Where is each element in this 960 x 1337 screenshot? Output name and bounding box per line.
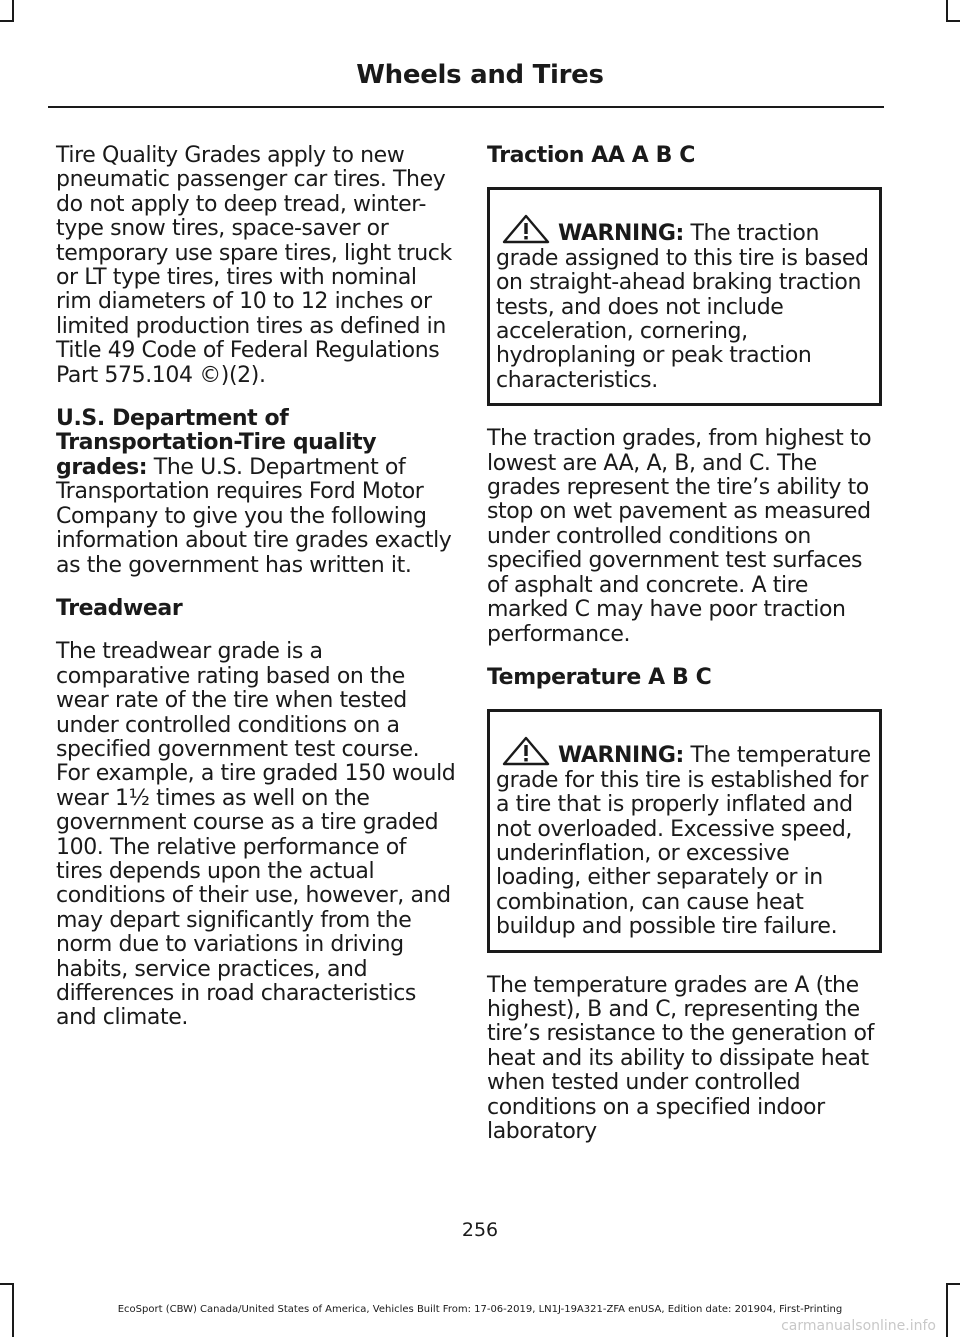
warning-label: WARNING: — [558, 221, 684, 247]
dot-heading: U.S. Department of Transportation-Tire quality grades: — [56, 406, 377, 480]
warning-text: The temperature grade for this tire is established for a tire that is properly inflated and not overloaded. Excessive speed, underinflation, or excessive loading, either separately or in combination, can cause heat buildup and possible tire failure. — [496, 743, 871, 940]
intro-paragraph: Tire Quality Grades apply to new pneumatic passenger car tires. They do not apply to deep tread, winter-type snow tires, space-saver or temporary use spare tires, light truck or LT type tires, tires with nominal rim diameters of 10 to 12 inches or limited production tires as defined in Title 49 Code of Federal Regulations Part 575.104 ©)(2). — [56, 143, 452, 388]
temperature-heading: Temperature A B C — [487, 664, 712, 690]
traction-paragraph: The traction grades, from highest to lowest are AA, A, B, and C. The grades represent the tire’s ability to stop on wet pavement as measured under controlled conditions on specified government test surfaces of asphalt and concrete. A tire marked C may have poor traction performance. — [487, 426, 872, 647]
dot-paragraph — [56, 407, 456, 578]
header-divider — [48, 106, 884, 108]
treadwear-heading: Treadwear — [56, 595, 183, 621]
page-number: 256 — [461, 1219, 499, 1241]
crop-mark-top-right-vertical — [946, 0, 948, 22]
crop-mark-top-left-vertical — [12, 0, 14, 22]
crop-mark-bottom-left-horizontal — [0, 1283, 14, 1285]
watermark: carmanualsonline.info — [781, 1318, 936, 1334]
warning-triangle-icon — [502, 214, 550, 244]
left-column — [56, 144, 456, 1050]
warning-label: WARNING: — [558, 743, 684, 769]
footer-text: EcoSport (CBW) Canada/United States of America, Vehicles Built From: 17-06-2019, LN1J-19A321-ZFA enUSA, Edition date: 201904, First-Printing — [117, 1304, 843, 1315]
warning-text: The traction grade assigned to this tire is based on straight-ahead braking traction tests, and does not include acceleration, cornering, hydroplaning or peak traction characteristics. — [496, 221, 869, 393]
temperature-warning-box — [487, 709, 882, 952]
warning-triangle-icon — [502, 736, 550, 766]
temperature-paragraph: The temperature grades are A (the highest), B and C, representing the tire’s resistance to the generation of heat and its ability to dissipate heat when tested under controlled conditions on a specified indoor laboratory — [487, 972, 874, 1144]
right-column — [487, 144, 882, 1163]
page-title: Wheels and Tires — [356, 60, 604, 90]
crop-mark-bottom-right-horizontal — [946, 1283, 960, 1285]
crop-mark-top-right-horizontal — [946, 20, 960, 22]
crop-mark-top-left-horizontal — [0, 20, 14, 22]
treadwear-paragraph: The treadwear grade is a comparative rating based on the wear rate of the tire when tested under controlled conditions on a specified government test course. For example, a tire graded 150 would wear 1½ times as well on the government course as a tire graded 100. The relative performance of tires depends upon the actual conditions of their use, however, and may depart significantly from the norm due to variations in driving habits, service practices, and differences in road characteristics and climate. — [56, 639, 456, 1031]
traction-heading: Traction AA A B C — [487, 143, 695, 168]
dot-text: The U.S. Department of Transportation requires Ford Motor Company to give you the following information about tire grades exactly as the government has written it. — [56, 454, 452, 578]
traction-warning-box — [487, 187, 882, 406]
